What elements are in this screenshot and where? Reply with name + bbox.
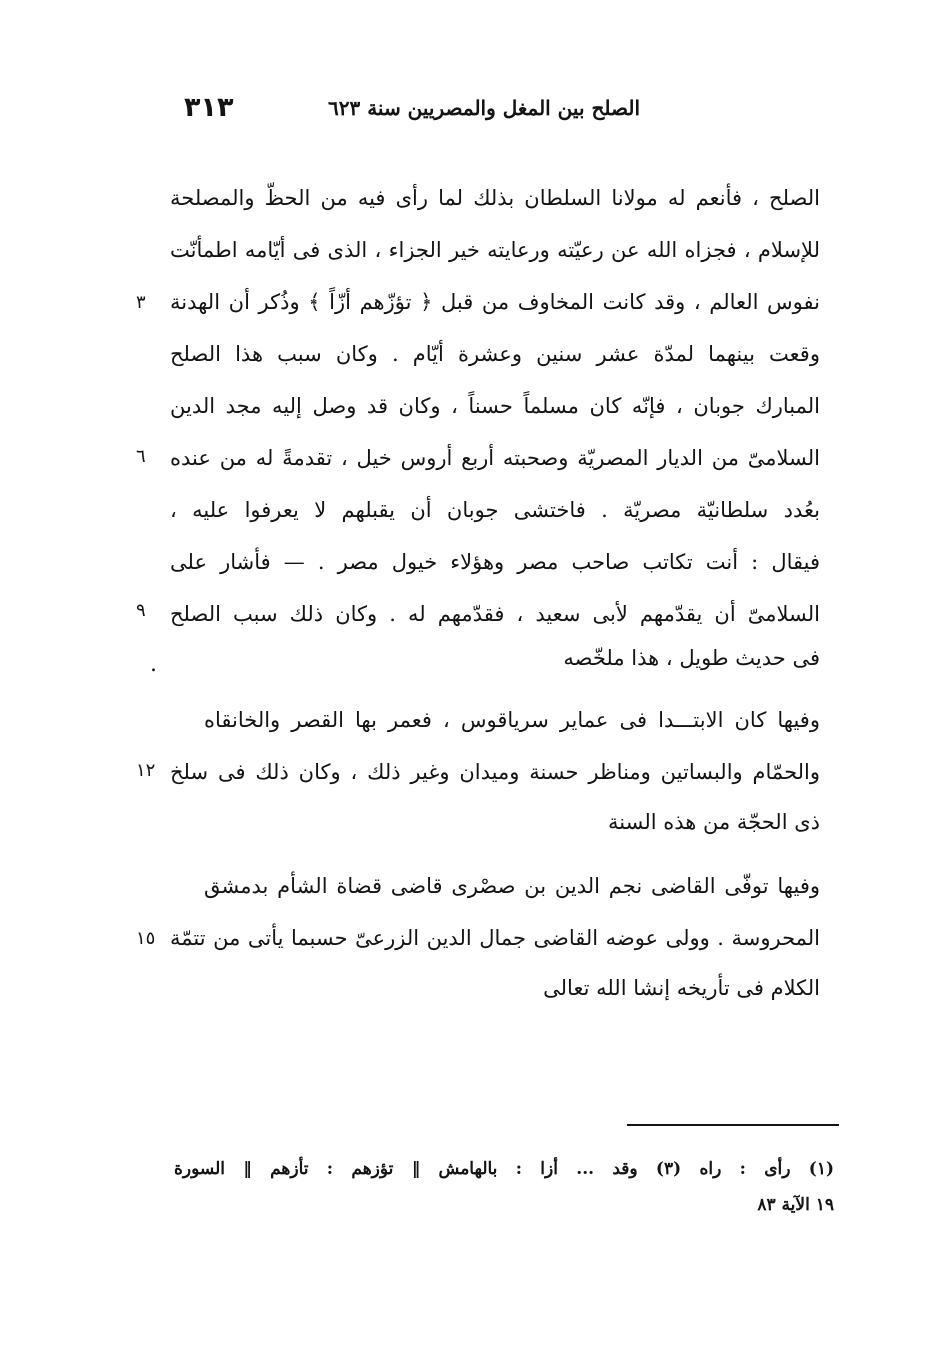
text-line: والحمّام والبساتين ومناظر حسنة وميدان وغير ذلك ، وكان ذلك فى سلخ [170, 760, 820, 784]
text-line: المحروسة . وولى عوضه القاضى جمال الدين الزرعىّ حسبما يأتى من تتمّة [170, 926, 820, 950]
page-header [170, 92, 640, 132]
running-title: الصلح بين المغل والمصريين سنة ٦٢٣ [328, 96, 640, 120]
line-number: ١٢ [136, 760, 156, 781]
text-line: السلامىّ أن يقدّمهم لأبى سعيد ، فقدّمهم له . وكان ذلك سبب الصلح [170, 602, 820, 626]
end-mark: . [150, 652, 157, 677]
text-line: الكلام فى تأريخه إنشا الله تعالى [543, 976, 820, 1000]
text-line: وفيها توفّى القاضى نجم الدين بن صصْرى قاضى قضاة الشأم بدمشق [204, 874, 820, 898]
text-line: المبارك جوبان ، فإنّه كان مسلماً حسناً ، وكان قد وصل إليه مجد الدين [170, 394, 820, 418]
line-number: ٣ [136, 292, 146, 313]
text-line: الصلح ، فأنعم له مولانا السلطان بذلك لما رأى فيه من الحظّ والمصلحة [170, 186, 820, 210]
line-number: ٦ [136, 446, 146, 467]
footnote-line: (١) رأى : راه (٣) وقد ... أزا : بالهامش ‖ تؤزهم : تأزهم ‖ السورة [174, 1159, 834, 1179]
text-line: فيقال : أنت تكاتب صاحب مصر وهؤلاء خيول مصر . — فأشار على [170, 550, 820, 574]
text-line: وفيها كان الابتـــدا فى عماير سرياقوس ، فعمر بها القصر والخانقاه [204, 708, 820, 732]
text-line: نفوس العالم ، وقد كانت المخاوف من قبل ﴿ تؤزّهم أزّاً ﴾ وذُكر أن الهدنة [170, 290, 820, 314]
line-number: ٩ [136, 600, 146, 621]
text-line: فى حديث طويل ، هذا ملخّصه [563, 646, 820, 670]
text-line: ذى الحجّة من هذه السنة [608, 810, 820, 834]
footnote-rule [627, 1124, 839, 1126]
footnote-line: ١٩ الآية ٨٣ [757, 1195, 834, 1215]
text-line: بعُدد سلطانيّة مصريّة . فاختشى جوبان أن يقبلهم لا يعرفوا عليه ، [170, 498, 820, 522]
line-number: ١٥ [136, 928, 156, 949]
text-line: للإسلام ، فجزاه الله عن رعيّته ورعايته خير الجزاء ، الذى فى أيّامه اطمأنّت [170, 238, 820, 262]
page-number: ٣١٣ [184, 92, 234, 123]
text-line: وقعت بينهما لمدّة عشر سنين وعشرة أيّام . وكان سبب هذا الصلح [170, 342, 820, 366]
text-line: السلامىّ من الديار المصريّة وصحبته أربع أروس خيل ، تقدمةً له من عنده [170, 446, 820, 470]
